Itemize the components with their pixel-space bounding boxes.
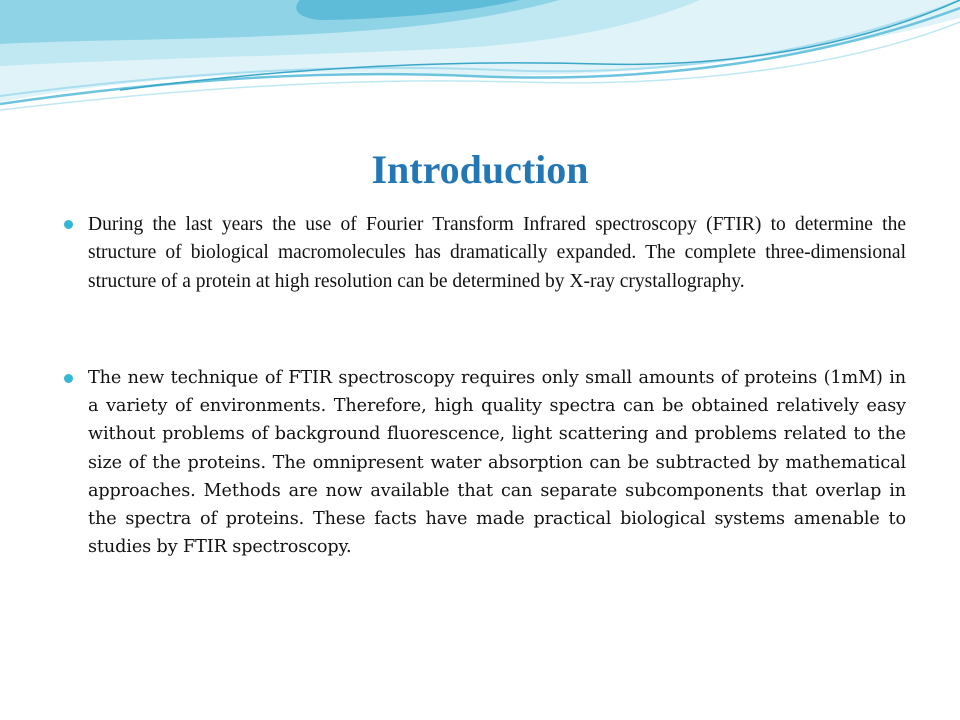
slide-title: Introduction	[371, 147, 589, 192]
bullet-marker-icon	[64, 220, 73, 229]
bullet-marker-icon	[64, 374, 73, 383]
bullet-paragraph-2: The new technique of FTIR spectroscopy requires only small amounts of proteins (1mM) in a variety of environments. Therefore, high quality spectra can be obtained relatively easy without problems of background fluorescence, light scattering and problems related to the size of the proteins. The omnipresent water absorption can be subtracted by mathematical approaches. Methods are now available that can separate subcomponents that overlap in the spectra of proteins. These facts have made practical biological systems amenable to studies by FTIR spectroscopy.	[88, 368, 906, 558]
header-wave-decoration	[0, 0, 960, 130]
bullet-paragraph-1: During the last years the use of Fourier Transform Infrared spectroscopy (FTIR) to determine the structure of biological macromolecules has dramatically expanded. The complete three-dimensional structure of a protein at high resolution can be determined by X-ray crystallography.	[88, 214, 906, 292]
